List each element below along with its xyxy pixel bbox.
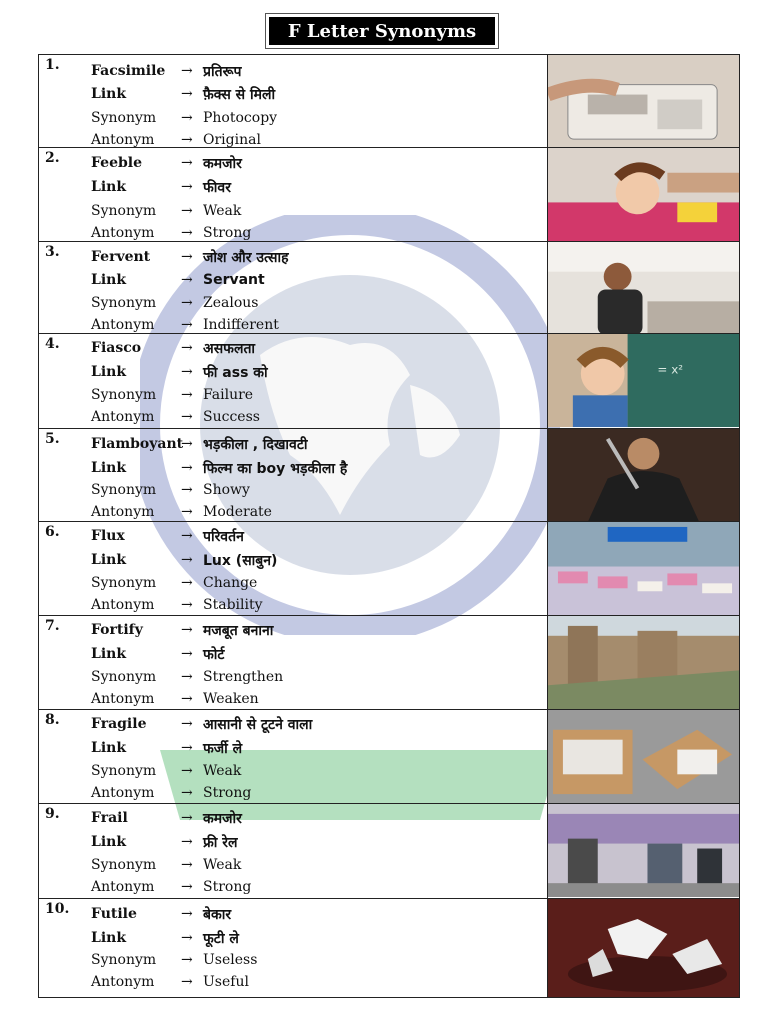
row-photo: [547, 334, 739, 428]
word-line-label: Frail: [91, 810, 128, 826]
synonym-line-value: Weak: [203, 857, 242, 873]
antonym-line-value: Stability: [203, 597, 263, 613]
arrow-icon: →: [181, 740, 193, 756]
link-line-label: Link: [91, 740, 127, 756]
word-line: [91, 619, 273, 641]
arrow-icon: →: [181, 834, 193, 850]
arrow-icon: →: [181, 930, 193, 946]
arrow-icon: →: [181, 203, 193, 219]
antonym-line: [91, 594, 263, 616]
word-line-label: Fervent: [91, 249, 151, 265]
synonym-line-value: Showy: [203, 482, 250, 498]
table-row: [39, 804, 739, 899]
antonym-line-label: Antonym: [91, 132, 155, 148]
soap-stack-image: [548, 522, 739, 615]
synonym-line: [91, 572, 257, 594]
row-number: 9.: [45, 806, 60, 822]
arrow-icon: →: [181, 155, 193, 171]
arrow-icon: →: [181, 110, 193, 126]
arrow-icon: →: [181, 974, 193, 990]
synonym-line-label: Synonym: [91, 295, 157, 311]
link-line: [91, 457, 347, 479]
fragile-boxes-image: [548, 710, 739, 803]
broken-vase-image: [548, 899, 739, 997]
table-row: [39, 710, 739, 804]
antonym-line: [91, 782, 251, 804]
link-line: [91, 927, 239, 949]
table-row: [39, 55, 739, 148]
word-line-label: Fragile: [91, 716, 147, 732]
synonym-line: [91, 949, 257, 971]
synonym-line-value: Useless: [203, 952, 258, 968]
synonym-line: [91, 384, 253, 406]
word-line: [91, 337, 255, 359]
arrow-icon: →: [181, 364, 193, 380]
arrow-icon: →: [181, 552, 193, 568]
antonym-line: [91, 406, 260, 428]
page-title: F Letter Synonyms: [269, 17, 495, 45]
row-number: 8.: [45, 712, 60, 728]
synonym-line-label: Synonym: [91, 110, 157, 126]
word-line-value: कमजोर: [203, 810, 242, 827]
row-photo: [547, 616, 739, 709]
antonym-line-value: Weaken: [203, 691, 259, 707]
link-line: [91, 83, 275, 105]
row-photo: [547, 148, 739, 241]
arrow-icon: →: [181, 622, 193, 638]
synonym-line: [91, 292, 258, 314]
antonym-line-value: Strong: [203, 879, 252, 895]
row-photo: [547, 710, 739, 803]
link-line: [91, 737, 242, 759]
arrow-icon: →: [181, 879, 193, 895]
boy-at-chalkboard-image: [548, 334, 739, 428]
antonym-line-label: Antonym: [91, 317, 155, 333]
table-row: [39, 148, 739, 242]
arrow-icon: →: [181, 810, 193, 826]
synonym-line-label: Synonym: [91, 203, 157, 219]
arrow-icon: →: [181, 646, 193, 662]
arrow-icon: →: [181, 272, 193, 288]
table-row: [39, 522, 739, 616]
synonym-line: [91, 107, 277, 129]
word-line-value: कमजोर: [203, 155, 242, 172]
row-photo: [547, 429, 739, 521]
fax-machine-image: [548, 55, 739, 147]
link-line-value: फ़ैक्स से मिली: [203, 86, 276, 103]
row-number: 5.: [45, 431, 60, 447]
arrow-icon: →: [181, 63, 193, 79]
word-line: [91, 433, 308, 455]
arrow-icon: →: [181, 340, 193, 356]
row-number: 4.: [45, 336, 60, 352]
synonym-line: [91, 760, 241, 782]
arrow-icon: →: [181, 763, 193, 779]
word-line: [91, 903, 231, 925]
link-line-value: फी ass को: [203, 364, 268, 381]
word-line: [91, 525, 244, 547]
armored-warrior-image: [548, 429, 739, 521]
word-line-label: Feeble: [91, 155, 143, 171]
row-photo: [547, 242, 739, 333]
link-line-label: Link: [91, 460, 127, 476]
link-line-label: Link: [91, 179, 127, 195]
arrow-icon: →: [181, 857, 193, 873]
link-line-label: Link: [91, 834, 127, 850]
word-line-value: बेकार: [203, 906, 232, 923]
antonym-line-label: Antonym: [91, 974, 155, 990]
synonyms-table: [38, 54, 740, 998]
arrow-icon: →: [181, 436, 193, 452]
arrow-icon: →: [181, 409, 193, 425]
link-line-value: फीवर: [203, 179, 231, 196]
word-line: [91, 713, 312, 735]
arrow-icon: →: [181, 906, 193, 922]
row-number: 6.: [45, 524, 60, 540]
link-line-value: Servant: [203, 272, 265, 288]
table-row: [39, 899, 739, 997]
link-line-value: फूटी ले: [203, 930, 239, 947]
antonym-line-value: Strong: [203, 225, 252, 241]
link-line: [91, 831, 238, 853]
antonym-line: [91, 876, 251, 898]
row-number: 7.: [45, 618, 60, 634]
link-line-value: फर्जी ले: [203, 740, 243, 757]
arrow-icon: →: [181, 225, 193, 241]
arrow-icon: →: [181, 179, 193, 195]
word-line-value: प्रतिरूप: [203, 63, 242, 80]
arrow-icon: →: [181, 952, 193, 968]
word-line-label: Flamboyant: [91, 436, 184, 452]
word-line-label: Fortify: [91, 622, 143, 638]
synonym-line-value: Weak: [203, 203, 242, 219]
fort-image: [548, 616, 739, 709]
row-number: 3.: [45, 244, 60, 260]
link-line-label: Link: [91, 86, 127, 102]
link-line-value: फोर्ट: [203, 646, 225, 663]
antonym-line: [91, 222, 251, 244]
antonym-line-label: Antonym: [91, 597, 155, 613]
synonym-line-value: Weak: [203, 763, 242, 779]
antonym-line: [91, 688, 259, 710]
link-line-label: Link: [91, 272, 127, 288]
word-line-value: मजबूत बनाना: [203, 622, 274, 639]
link-line: [91, 549, 277, 571]
synonym-line-value: Strengthen: [203, 669, 284, 685]
arrow-icon: →: [181, 691, 193, 707]
link-line-value: फिल्म का boy भड़कीला है: [203, 460, 348, 477]
antonym-line: [91, 501, 272, 523]
link-line: [91, 176, 231, 198]
arrow-icon: →: [181, 249, 193, 265]
link-line-label: Link: [91, 364, 127, 380]
antonym-line-value: Strong: [203, 785, 252, 801]
synonym-line-label: Synonym: [91, 669, 157, 685]
arrow-icon: →: [181, 785, 193, 801]
antonym-line-value: Moderate: [203, 504, 272, 520]
word-line-value: असफलता: [203, 340, 256, 357]
row-photo: [547, 522, 739, 615]
synonym-line-label: Synonym: [91, 575, 157, 591]
synonym-line: [91, 666, 283, 688]
train-passengers-image: [548, 804, 739, 898]
arrow-icon: →: [181, 317, 193, 333]
row-number: 10.: [45, 901, 70, 917]
synonym-line-label: Synonym: [91, 763, 157, 779]
table-row: [39, 429, 739, 522]
arrow-icon: →: [181, 504, 193, 520]
synonym-line-value: Change: [203, 575, 258, 591]
arrow-icon: →: [181, 716, 193, 732]
antonym-line: [91, 971, 249, 993]
antonym-line-label: Antonym: [91, 504, 155, 520]
antonym-line-label: Antonym: [91, 691, 155, 707]
arrow-icon: →: [181, 528, 193, 544]
word-line: [91, 807, 242, 829]
title-box: [265, 13, 499, 49]
antonym-line-value: Indifferent: [203, 317, 279, 333]
word-line-value: जोश और उत्साह: [203, 249, 289, 266]
word-line: [91, 60, 241, 82]
link-line-label: Link: [91, 646, 127, 662]
woman-working-image: [548, 242, 739, 333]
antonym-line-value: Success: [203, 409, 260, 425]
word-line-value: परिवर्तन: [203, 528, 244, 545]
antonym-line-label: Antonym: [91, 785, 155, 801]
row-number: 2.: [45, 150, 60, 166]
table-row: [39, 616, 739, 710]
word-line-label: Futile: [91, 906, 137, 922]
arrow-icon: →: [181, 295, 193, 311]
synonym-line: [91, 200, 241, 222]
row-number: 1.: [45, 57, 60, 73]
synonym-line-label: Synonym: [91, 482, 157, 498]
antonym-line: [91, 314, 279, 336]
synonym-line: [91, 479, 250, 501]
link-line-value: Lux (साबुन): [203, 552, 278, 569]
arrow-icon: →: [181, 575, 193, 591]
arrow-icon: →: [181, 132, 193, 148]
arrow-icon: →: [181, 669, 193, 685]
row-photo: [547, 804, 739, 898]
link-line: [91, 361, 268, 383]
antonym-line-value: Useful: [203, 974, 249, 990]
link-line: [91, 643, 224, 665]
synonym-line-label: Synonym: [91, 387, 157, 403]
arrow-icon: →: [181, 86, 193, 102]
synonym-line-label: Synonym: [91, 952, 157, 968]
antonym-line-label: Antonym: [91, 225, 155, 241]
synonym-line-value: Failure: [203, 387, 254, 403]
word-line: [91, 152, 242, 174]
synonym-line-label: Synonym: [91, 857, 157, 873]
table-row: [39, 242, 739, 334]
row-photo: [547, 55, 739, 147]
arrow-icon: →: [181, 482, 193, 498]
word-line-label: Fiasco: [91, 340, 142, 356]
link-line-label: Link: [91, 930, 127, 946]
link-line-value: फ्री रेल: [203, 834, 238, 851]
word-line-label: Facsimile: [91, 63, 166, 79]
table-row: [39, 334, 739, 429]
synonym-line: [91, 854, 241, 876]
word-line-label: Flux: [91, 528, 125, 544]
svg-text:= x²: = x²: [657, 362, 684, 377]
synonym-line-value: Zealous: [203, 295, 259, 311]
antonym-line-value: Original: [203, 132, 261, 148]
arrow-icon: →: [181, 387, 193, 403]
link-line-label: Link: [91, 552, 127, 568]
arrow-icon: →: [181, 597, 193, 613]
synonym-line-value: Photocopy: [203, 110, 278, 126]
word-line: [91, 246, 289, 268]
word-line-value: भड़कीला , दिखावटी: [203, 436, 308, 453]
link-line: [91, 269, 265, 291]
antonym-line-label: Antonym: [91, 409, 155, 425]
antonym-line-label: Antonym: [91, 879, 155, 895]
word-line-value: आसानी से टूटने वाला: [203, 716, 313, 733]
row-photo: [547, 899, 739, 997]
sick-child-image: [548, 148, 739, 241]
arrow-icon: →: [181, 460, 193, 476]
